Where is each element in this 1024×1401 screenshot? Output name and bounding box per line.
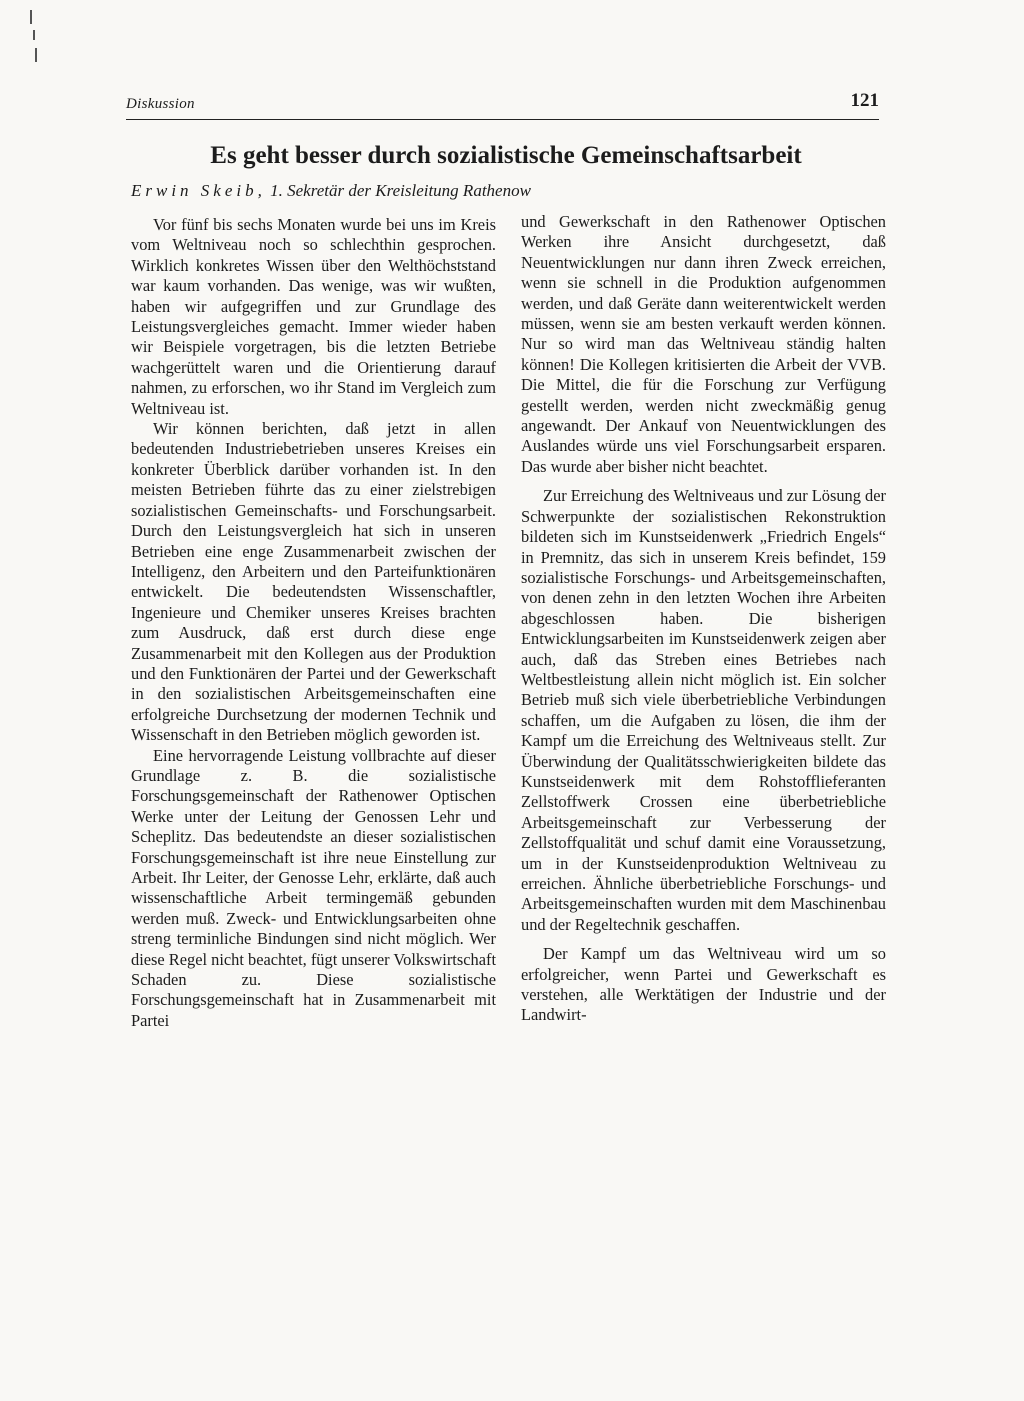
header-rule — [126, 119, 879, 120]
paragraph: Wir können berichten, daß jetzt in allen bedeutenden Industriebetrieben unseres Kreises ein konkreter Überblick darüber vorhanden ist. In den meisten Betrieben führte das zu einer zielstrebigen sozialistischen Gemeinschafts- und Forschungsarbeit. Durch den Leistungsvergleich hat sich in unseren Betrieben eine enge Zusammenarbeit zwischen der Intelligenz, den Arbeitern und den Parteifunktionären entwickelt. Die bedeutendsten Wissenschaftler, Ingenieure und Chemiker unseres Kreises brachten zum Ausdruck, daß erst durch diese enge Zusammenarbeit mit den Kollegen aus der Produktion und den Funktionären der Partei und der Gewerkschaft in den sozialistischen Arbeitsgemeinschaften eine erfolgreiche Durchsetzung der modernen Technik und Wissenschaft in den Betrieben möglich geworden ist. — [131, 419, 496, 745]
author-role: 1. Sekretär der Kreisleitung Rathenow — [270, 181, 531, 200]
scan-margin-mark — [30, 10, 32, 24]
running-head — [126, 90, 879, 118]
right-column — [521, 212, 886, 1026]
author-name: Erwin Skeib, — [131, 181, 266, 200]
paragraph: Vor fünf bis sechs Monaten wurde bei uns im Kreis vom Weltniveau noch so schlechthin gesprochen. Wirklich konkretes Wissen über den Welthöchststand war kaum vorhanden. Das wenige, was wir wußten, haben wir aufgegriffen und zur Grundlage des Leistungsvergleiches gemacht. Immer wieder haben wir Beispiele vorgetragen, bis die letzten Betriebe wachgerüttelt waren und die Orientierung darauf nahmen, zu erforschen, wo ihr Stand im Vergleich zum Weltniveau ist. — [131, 215, 496, 418]
paragraph: Eine hervorragende Leistung vollbrachte auf dieser Grundlage z. B. die sozialistische Forschungsgemeinschaft der Rathenower Optischen Werke unter der Leitung der Genossen Lehr und Scheplitz. Das bedeutendste an dieser sozialistischen Forschungsgemeinschaft ist ihre neue Einstellung zur Arbeit. Ihr Leiter, der Genosse Lehr, erklärte, daß auch wissenschaftliche Arbeit termingemäß gebunden werden muß. Zweck- und Entwicklungsarbeiten ohne streng terminliche Bindungen sind nicht möglich. Wer diese Regel nicht beachtet, fügt unserer Volkswirtschaft Schaden zu. Diese sozialistische Forschungsgemeinschaft hat in Zusammenarbeit mit Partei — [131, 745, 496, 1030]
paragraph: Zur Erreichung des Weltniveaus und zur Lösung der Schwerpunkte der sozialistischen Rekonstruktion bildeten sich im Kunstseidenwerk „Friedrich Engels“ in Premnitz, das sich in unserem Kreis befindet, 159 sozialistische Forschungs- und Arbeitsgemeinschaften, von denen zehn in den letzten Wochen ihre Arbeiten abgeschlossen haben. Die bisherigen Entwicklungsarbeiten im Kunstseidenwerk zeigen aber auch, daß das Streben eines Betriebes nach Weltbestleistung allein nicht möglich ist. Ein solcher Betrieb muß sich viele überbetriebliche Verbindungen schaffen, um die Aufgaben zu lösen, die ihm der Kampf um die Erreichung des Weltniveaus stellt. Zur Überwindung der Qualitätsschwierigkeiten bildete das Kunstseidenwerk mit dem Rohstofflieferanten Zellstoffwerk Crossen eine überbetriebliche Arbeitsgemeinschaft zur Verbesserung der Zellstoffqualität und schuf damit eine Voraussetzung, um in der Kunstseidenproduktion Weltniveau zu erreichen. Ähnliche überbetriebliche Forschungs- und Arbeitsgemeinschaften wurden mit dem Maschinenbau und der Regeltechnik geschaffen. — [521, 486, 886, 934]
article-title: Es geht besser durch sozialistische Gemeinschaftsarbeit — [210, 142, 802, 169]
section-label: Diskussion — [126, 96, 195, 112]
scan-margin-mark — [33, 30, 35, 40]
left-column — [131, 215, 496, 1031]
paragraph: Der Kampf um das Weltniveau wird um so erfolgreicher, wenn Partei und Gewerkschaft es verstehen, alle Werktätigen der Industrie und der Landwirt- — [521, 944, 886, 1025]
scan-margin-mark — [35, 48, 37, 62]
paragraph: und Gewerkschaft in den Rathenower Optischen Werken ihre Ansicht durchgesetzt, daß Neuentwicklungen nur dann ihren Zweck erreichen, wenn sie schnell in die Produktion aufgenommen werden, und daß Geräte dann weiterentwickelt werden müssen, wenn sie am besten verkauft werden können. Nur so wird man das Weltniveau ständig halten können! Die Kollegen kritisierten die Arbeit der VVB. Die Mittel, die für die Forschung zur Verfügung gestellt werden, werden nicht zweckmäßig genug angewandt. Der Ankauf von Neuentwicklungen des Auslandes würde uns viel Forschungsarbeit ersparen. Das wurde aber bisher nicht beachtet. — [521, 212, 886, 476]
byline — [131, 180, 891, 202]
page-number: 121 — [850, 90, 879, 111]
